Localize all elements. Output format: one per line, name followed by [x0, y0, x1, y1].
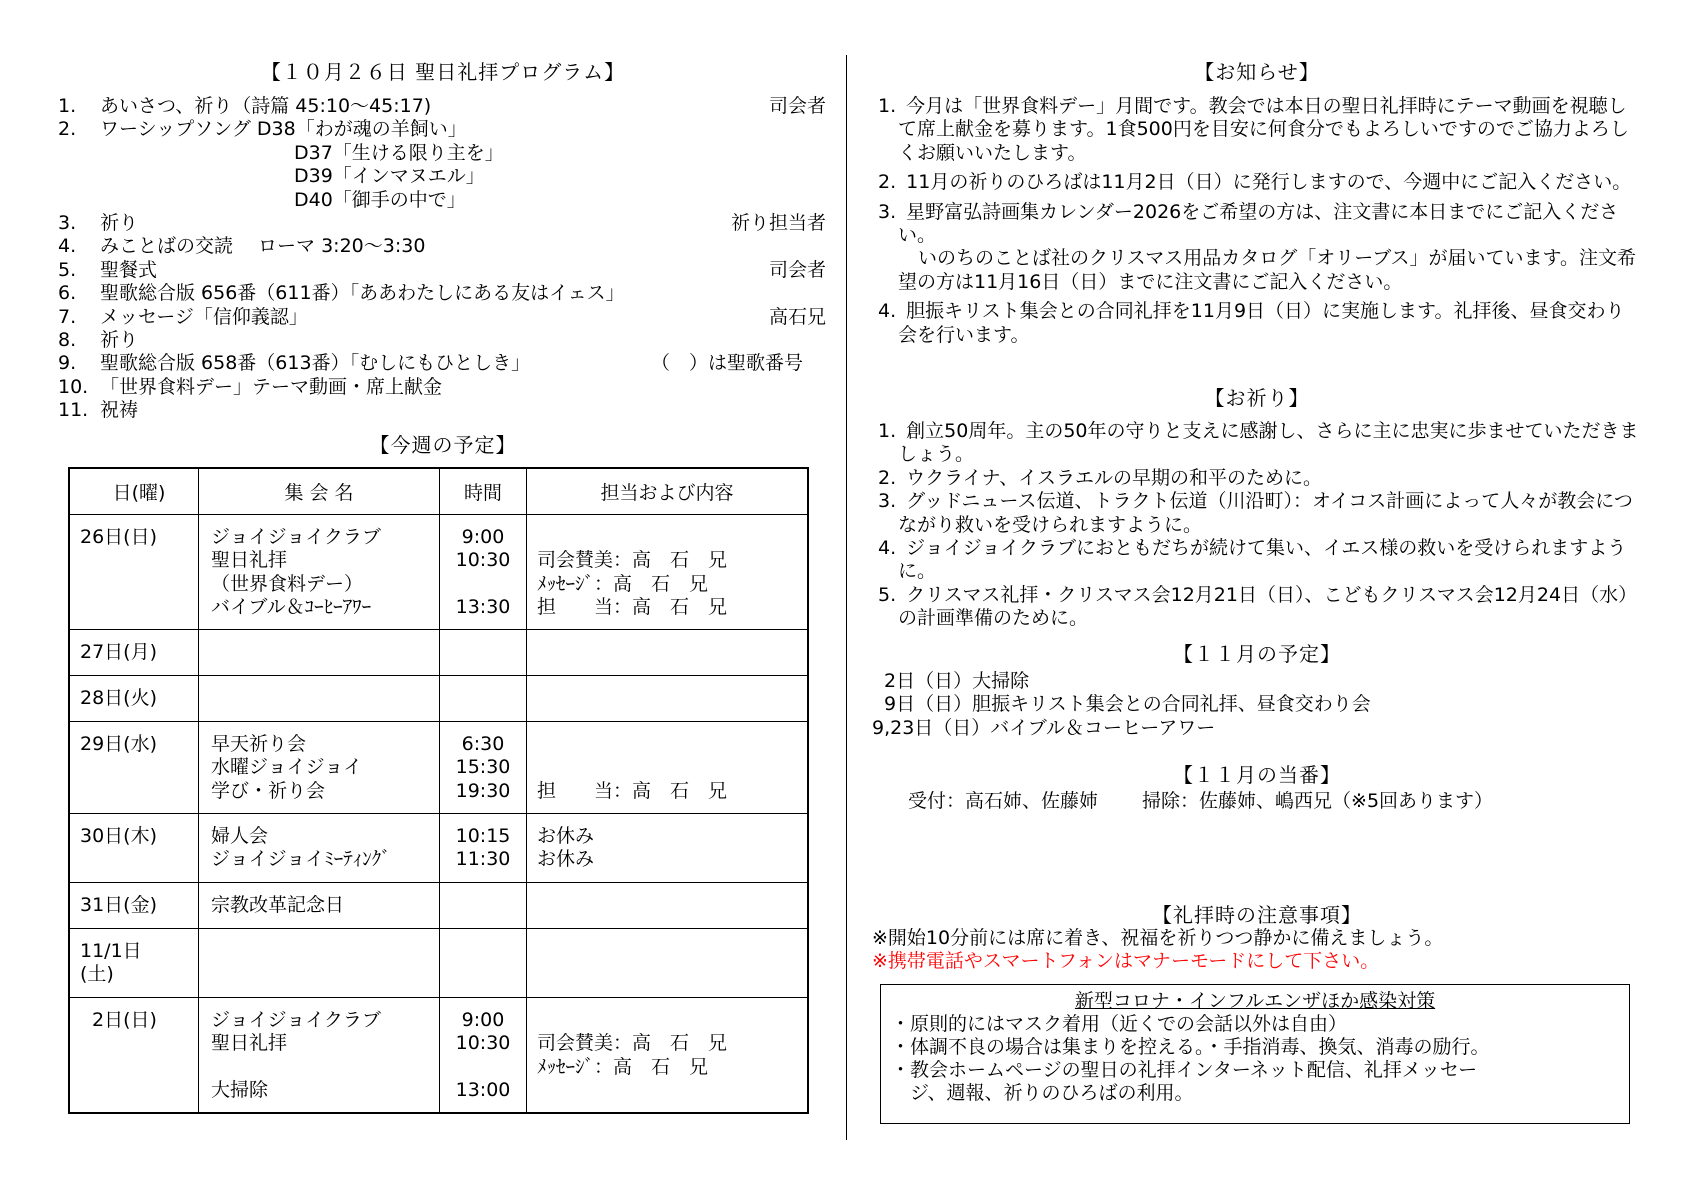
table-row: 2日(日) ジョイジョイクラブ 聖日礼拝 大掃除 9:00 10:30 13:00 司会賛美：高 石 兄 ﾒｯｾｰｼﾞ：高 石 兄: [69, 998, 808, 1113]
weekly-schedule-table: [68, 467, 809, 1114]
notice-item: いのちのことば社のクリスマス用品カタログ「オリーブス」が届いています。注文希望の方は11月16日（日）までに注文書にご記入ください。: [898, 247, 1637, 293]
november-duty-text: 受付：高石姉、佐藤姉 掃除：佐藤姉、嶋西兄（※5回あります）: [908, 790, 1494, 812]
program-item: 2. ワーシップソング D38「わが魂の羊飼い」: [58, 118, 467, 141]
column-header-details: 担当および内容: [527, 468, 809, 515]
notice-item: 2. 11月の祈りのひろばは11月2日（日）に発行しますので、今週中にご記入ください。: [878, 171, 1632, 194]
program-item: 7. メッセージ「信仰義認」 高石兄: [58, 305, 826, 328]
table-row: 31日(金) 宗教改革記念日: [69, 883, 808, 929]
table-row: 28日(火): [69, 676, 808, 722]
notice-item: 3. 星野富弘詩画集カレンダー2026をご希望の方は、注文書に本日までにご記入ください。: [878, 200, 1619, 247]
program-item: 1. あいさつ、祈り（詩篇 45:10～45:17) 司会者: [58, 95, 826, 117]
prayers-list: [878, 420, 1640, 631]
november-schedule-title: 【１１月の予定】: [1173, 642, 1341, 666]
program-item: 9. 聖歌総合版 658番（613番）「むしにもひとしき」 （ ）は聖歌番号: [58, 352, 804, 375]
program-title: 【１０月２６日 聖日礼拝プログラム】: [260, 60, 626, 84]
table-row: 30日(木) 婦人会 ジョイジョイﾐｰﾃｨﾝｸﾞ 10:15 11:30 お休み お休み: [69, 814, 808, 883]
program-item: D37「生ける限り主を」: [294, 141, 504, 164]
prayer-item: 2. ウクライナ、イスラエルの早期の和平のために。: [878, 466, 1323, 489]
infection-control-box: [880, 984, 1630, 1124]
notices-list: [878, 95, 1640, 347]
program-item: 8. 祈り: [58, 328, 139, 351]
program-item: 3. 祈り 祈り担当者: [58, 211, 826, 234]
table-row: 11/1日 (土): [69, 929, 808, 998]
program-item: 5. 聖餐式 司会者: [58, 258, 826, 281]
schedule-title: 【今週の予定】: [369, 433, 517, 457]
program-item: 10. 「世界食料デー」テーマ動画・席上献金: [58, 375, 443, 398]
notice-item: 1. 今月は「世界食料デー」月間です。教会では本日の聖日礼拝時にテーマ動画を視聴して席上献金を募ります。1食500円を目安に何食分でもよろしいですのでご協力よろしくお願いいたします。: [878, 95, 1629, 164]
column-header-meeting: 集 会 名: [199, 468, 440, 515]
table-row: 29日(水) 早天祈り会 水曜ジョイジョイ 学び・祈り会 6:30 15:30 19:30 担 当：高 石 兄: [69, 722, 808, 814]
program-item: 6. 聖歌総合版 656番（611番）「ああわたしにある友はイェス」: [58, 282, 625, 305]
program-list: [58, 95, 828, 422]
november-duty-title: 【１１月の当番】: [1173, 763, 1341, 787]
prayer-item: 5. クリスマス礼拝・クリスマス会12月21日（日）、こどもクリスマス会12月24日（水）の計画準備のために。: [878, 583, 1638, 630]
program-item: D40「御手の中で」: [294, 188, 466, 211]
notices-title: 【お知らせ】: [1194, 60, 1320, 84]
program-item: 11. 祝祷: [58, 399, 139, 422]
table-row: 26日(日) ジョイジョイクラブ 聖日礼拝 （世界食料デー） バイブル＆ｺｰﾋｰｱﾜｰ 9:00 10:30 13:30 司会賛美：高 石 兄 ﾒｯｾｰｼﾞ：高 石 兄 担 当：高 石 兄: [69, 515, 808, 630]
prayers-title: 【お祈り】: [1204, 386, 1310, 410]
table-row: 27日(月): [69, 630, 808, 676]
infection-control-line: ・原則的にはマスク着用（近くでの会話以外は自由）: [891, 1013, 1348, 1035]
program-item: 4. みことばの交読 ローマ 3:20～3:30: [58, 235, 426, 258]
left-column: [58, 0, 828, 1191]
caution-line: ※開始10分前には席に着き、祝福を祈りつつ静かに備えましょう。: [872, 927, 1444, 949]
prayer-item: 4. ジョイジョイクラブにおともだちが続けて集い、イエス様の救いを受けられますように。: [878, 537, 1627, 583]
right-column: [872, 0, 1652, 1191]
prayer-item: 1. 創立50周年。主の50年の守りと支えに感謝し、さらに主に忠実に歩ませていただきましょう。: [878, 420, 1639, 466]
column-header-day: 日(曜): [69, 468, 199, 515]
notice-item: 4. 胆振キリスト集会との合同礼拝を11月9日（日）に実施します。礼拝後、昼食交わり会を行います。: [878, 300, 1625, 346]
cautions-title: 【礼拝時の注意事項】: [1152, 903, 1362, 927]
table-header-row: [69, 468, 808, 515]
list-item: 9,23日（日）バイブル＆コーヒーアワー: [872, 716, 1216, 739]
list-item: 2日（日）大掃除: [884, 670, 1030, 692]
infection-control-line: ジ、週報、祈りのひろばの利用。: [891, 1082, 1194, 1104]
program-item: D39「インマヌエル」: [294, 165, 485, 188]
list-item: 9日（日）胆振キリスト集会との合同礼拝、昼食交わり会: [884, 693, 1371, 716]
column-header-time: 時間: [440, 468, 527, 515]
caution-warning: ※携帯電話やスマートフォンはマナーモードにして下さい。: [872, 950, 1380, 972]
prayer-item: 3. グッドニュース伝道、トラクト伝道（川沿町）：オイコス計画によって人々が教会につながり救いを受けられますように。: [878, 490, 1633, 536]
infection-control-title: 新型コロナ・インフルエンザほか感染対策: [1074, 990, 1436, 1012]
column-divider: [846, 55, 847, 1140]
infection-control-line: ・教会ホームページの聖日の礼拝インターネット配信、礼拝メッセー: [891, 1059, 1478, 1081]
november-schedule-list: [872, 670, 1642, 740]
infection-control-line: ・体調不良の場合は集まりを控える。・手指消毒、換気、消毒の励行。: [891, 1036, 1490, 1058]
